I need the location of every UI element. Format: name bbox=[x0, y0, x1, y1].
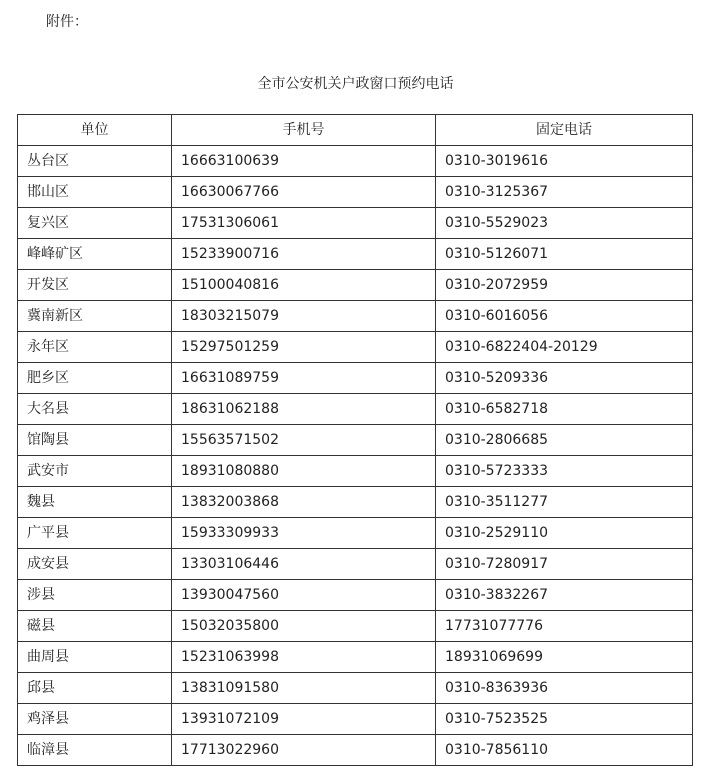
table-header-row bbox=[18, 115, 693, 146]
landline-cell: 0310-6822404-20129 bbox=[436, 332, 693, 363]
unit-cell: 丛台区 bbox=[18, 146, 172, 177]
unit-cell: 涉县 bbox=[18, 580, 172, 611]
unit-cell: 馆陶县 bbox=[18, 425, 172, 456]
mobile-cell: 13831091580 bbox=[172, 673, 436, 704]
table-row bbox=[18, 518, 693, 549]
mobile-cell: 15933309933 bbox=[172, 518, 436, 549]
unit-cell: 广平县 bbox=[18, 518, 172, 549]
mobile-cell: 16631089759 bbox=[172, 363, 436, 394]
mobile-cell: 16663100639 bbox=[172, 146, 436, 177]
mobile-cell: 15231063998 bbox=[172, 642, 436, 673]
landline-cell: 0310-3019616 bbox=[436, 146, 693, 177]
table-row bbox=[18, 208, 693, 239]
table-row bbox=[18, 270, 693, 301]
landline-cell: 0310-7280917 bbox=[436, 549, 693, 580]
unit-cell: 鸡泽县 bbox=[18, 704, 172, 735]
landline-cell: 0310-2529110 bbox=[436, 518, 693, 549]
table-row bbox=[18, 549, 693, 580]
unit-cell: 成安县 bbox=[18, 549, 172, 580]
unit-cell: 复兴区 bbox=[18, 208, 172, 239]
landline-cell: 0310-8363936 bbox=[436, 673, 693, 704]
table-row bbox=[18, 642, 693, 673]
table-row bbox=[18, 611, 693, 642]
landline-cell: 0310-5723333 bbox=[436, 456, 693, 487]
unit-cell: 冀南新区 bbox=[18, 301, 172, 332]
mobile-cell: 13832003868 bbox=[172, 487, 436, 518]
unit-cell: 峰峰矿区 bbox=[18, 239, 172, 270]
mobile-cell: 15032035800 bbox=[172, 611, 436, 642]
landline-cell: 0310-6582718 bbox=[436, 394, 693, 425]
landline-cell: 0310-2072959 bbox=[436, 270, 693, 301]
table-row bbox=[18, 301, 693, 332]
table-row bbox=[18, 580, 693, 611]
landline-cell: 0310-6016056 bbox=[436, 301, 693, 332]
landline-cell: 18931069699 bbox=[436, 642, 693, 673]
unit-cell: 磁县 bbox=[18, 611, 172, 642]
unit-cell: 大名县 bbox=[18, 394, 172, 425]
mobile-cell: 15233900716 bbox=[172, 239, 436, 270]
table-row bbox=[18, 146, 693, 177]
table-row bbox=[18, 177, 693, 208]
table-row bbox=[18, 363, 693, 394]
table-row bbox=[18, 735, 693, 766]
mobile-cell: 18931080880 bbox=[172, 456, 436, 487]
table-row bbox=[18, 456, 693, 487]
landline-cell: 0310-5529023 bbox=[436, 208, 693, 239]
unit-cell: 永年区 bbox=[18, 332, 172, 363]
unit-cell: 临漳县 bbox=[18, 735, 172, 766]
column-header-landline: 固定电话 bbox=[436, 115, 693, 146]
page-title: 全市公安机关户政窗口预约电话 bbox=[257, 76, 454, 92]
appointment-phone-table bbox=[17, 114, 693, 766]
unit-cell: 开发区 bbox=[18, 270, 172, 301]
column-header-mobile: 手机号 bbox=[172, 115, 436, 146]
landline-cell: 17731077776 bbox=[436, 611, 693, 642]
unit-cell: 邯山区 bbox=[18, 177, 172, 208]
table-row bbox=[18, 239, 693, 270]
mobile-cell: 18631062188 bbox=[172, 394, 436, 425]
mobile-cell: 15563571502 bbox=[172, 425, 436, 456]
table-row bbox=[18, 487, 693, 518]
mobile-cell: 17713022960 bbox=[172, 735, 436, 766]
mobile-cell: 13303106446 bbox=[172, 549, 436, 580]
landline-cell: 0310-2806685 bbox=[436, 425, 693, 456]
attachment-label: 附件： bbox=[46, 14, 88, 30]
mobile-cell: 15297501259 bbox=[172, 332, 436, 363]
table-row bbox=[18, 704, 693, 735]
table-row bbox=[18, 332, 693, 363]
landline-cell: 0310-5126071 bbox=[436, 239, 693, 270]
unit-cell: 魏县 bbox=[18, 487, 172, 518]
mobile-cell: 13931072109 bbox=[172, 704, 436, 735]
landline-cell: 0310-5209336 bbox=[436, 363, 693, 394]
unit-cell: 邱县 bbox=[18, 673, 172, 704]
mobile-cell: 16630067766 bbox=[172, 177, 436, 208]
landline-cell: 0310-7856110 bbox=[436, 735, 693, 766]
mobile-cell: 17531306061 bbox=[172, 208, 436, 239]
unit-cell: 肥乡区 bbox=[18, 363, 172, 394]
column-header-unit: 单位 bbox=[18, 115, 172, 146]
landline-cell: 0310-3125367 bbox=[436, 177, 693, 208]
table-row bbox=[18, 425, 693, 456]
unit-cell: 曲周县 bbox=[18, 642, 172, 673]
mobile-cell: 13930047560 bbox=[172, 580, 436, 611]
landline-cell: 0310-3832267 bbox=[436, 580, 693, 611]
table-row bbox=[18, 394, 693, 425]
unit-cell: 武安市 bbox=[18, 456, 172, 487]
table-row bbox=[18, 673, 693, 704]
landline-cell: 0310-7523525 bbox=[436, 704, 693, 735]
mobile-cell: 18303215079 bbox=[172, 301, 436, 332]
mobile-cell: 15100040816 bbox=[172, 270, 436, 301]
landline-cell: 0310-3511277 bbox=[436, 487, 693, 518]
